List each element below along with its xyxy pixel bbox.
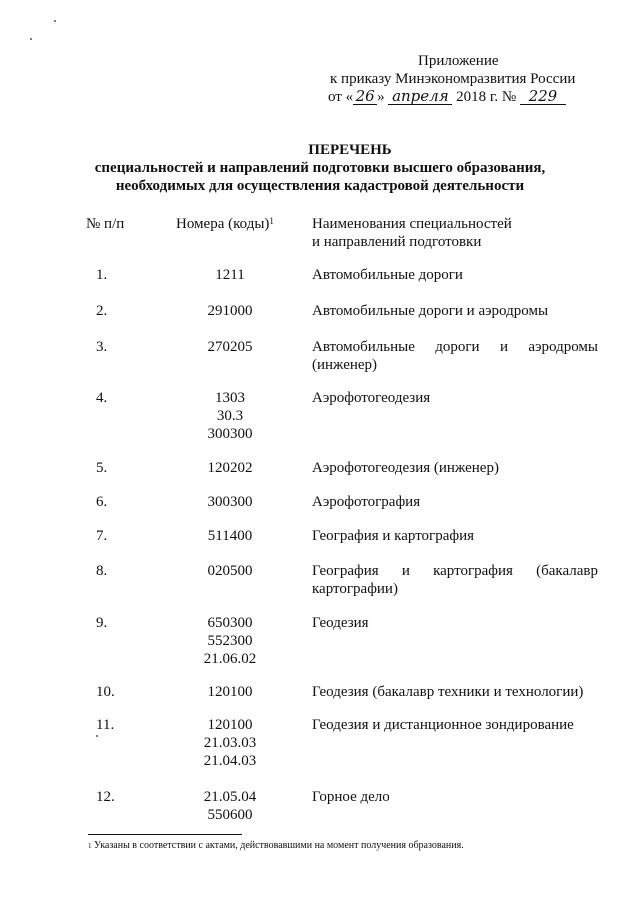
scan-speck	[96, 735, 98, 737]
footnote-divider	[88, 834, 242, 835]
handwritten-order-number: 229	[520, 89, 566, 105]
scan-speck	[54, 20, 56, 22]
footnote-ref: 1	[269, 216, 274, 226]
column-header-name: Наименования специальностей и направлений подготовки	[312, 216, 512, 250]
scan-speck	[30, 38, 32, 40]
order-reference: к приказу Минэкономразвития России	[330, 71, 576, 87]
document-page: Приложение к приказу Минэкономразвития России от « 26 » апреля 2018 г. № 229 ПЕРЕЧЕНЬ специальностей и направлений подготовки высшего образования, необходимых для осуществления кадастровой деятельности № п/п Номера (коды)$^1$ Наименования специальностей и направлений подготовки 1. 1211 Автомобильные дороги 2. 291000 Автомобильные дороги и аэродромы 3. 270205 Автомобильные дороги и аэродромы (инженер) 4. 1303 30.3 300300 Аэрофотогеодезия 5. 120202 Аэрофотогеодезия (инженер) 6. 300300 Аэрофотография 7. 511400 География и картография 8. 020500 География и картография (бакалавр картографии) 9. 650300 552300 21.06.02 Геодезия 10. 120100 Геодезия (бакалавр техники и технологии) 11. 120100 21.03.03 21.04.03 Геодезия и дистанционное зондирование 12. 21.05.04 550600 Горное дело $^1$ Указаны в соответствии с актами, действовавшими на момент получения образования.	[0, 0, 640, 905]
footnote: $^1$ Указаны в соответствии с актами, действовавшими на момент получения образования.	[88, 840, 464, 851]
appendix-label: Приложение	[418, 53, 499, 69]
order-date-line: от « 26 » апреля 2018 г. № 229	[328, 88, 588, 106]
handwritten-day: 26	[353, 89, 377, 105]
appendix-header	[328, 52, 588, 106]
handwritten-month: апреля	[388, 89, 452, 105]
column-header-number: № п/п	[86, 216, 125, 232]
document-title: ПЕРЕЧЕНЬ	[308, 142, 392, 158]
order-year: 2018 г. №	[456, 89, 517, 105]
document-subtitle-line2: необходимых для осуществления кадастровой деятельности	[115, 178, 525, 194]
column-header-codes: Номера (коды)$^1$	[176, 216, 274, 232]
document-subtitle-line1: специальностей и направлений подготовки высшего образования,	[94, 160, 546, 176]
